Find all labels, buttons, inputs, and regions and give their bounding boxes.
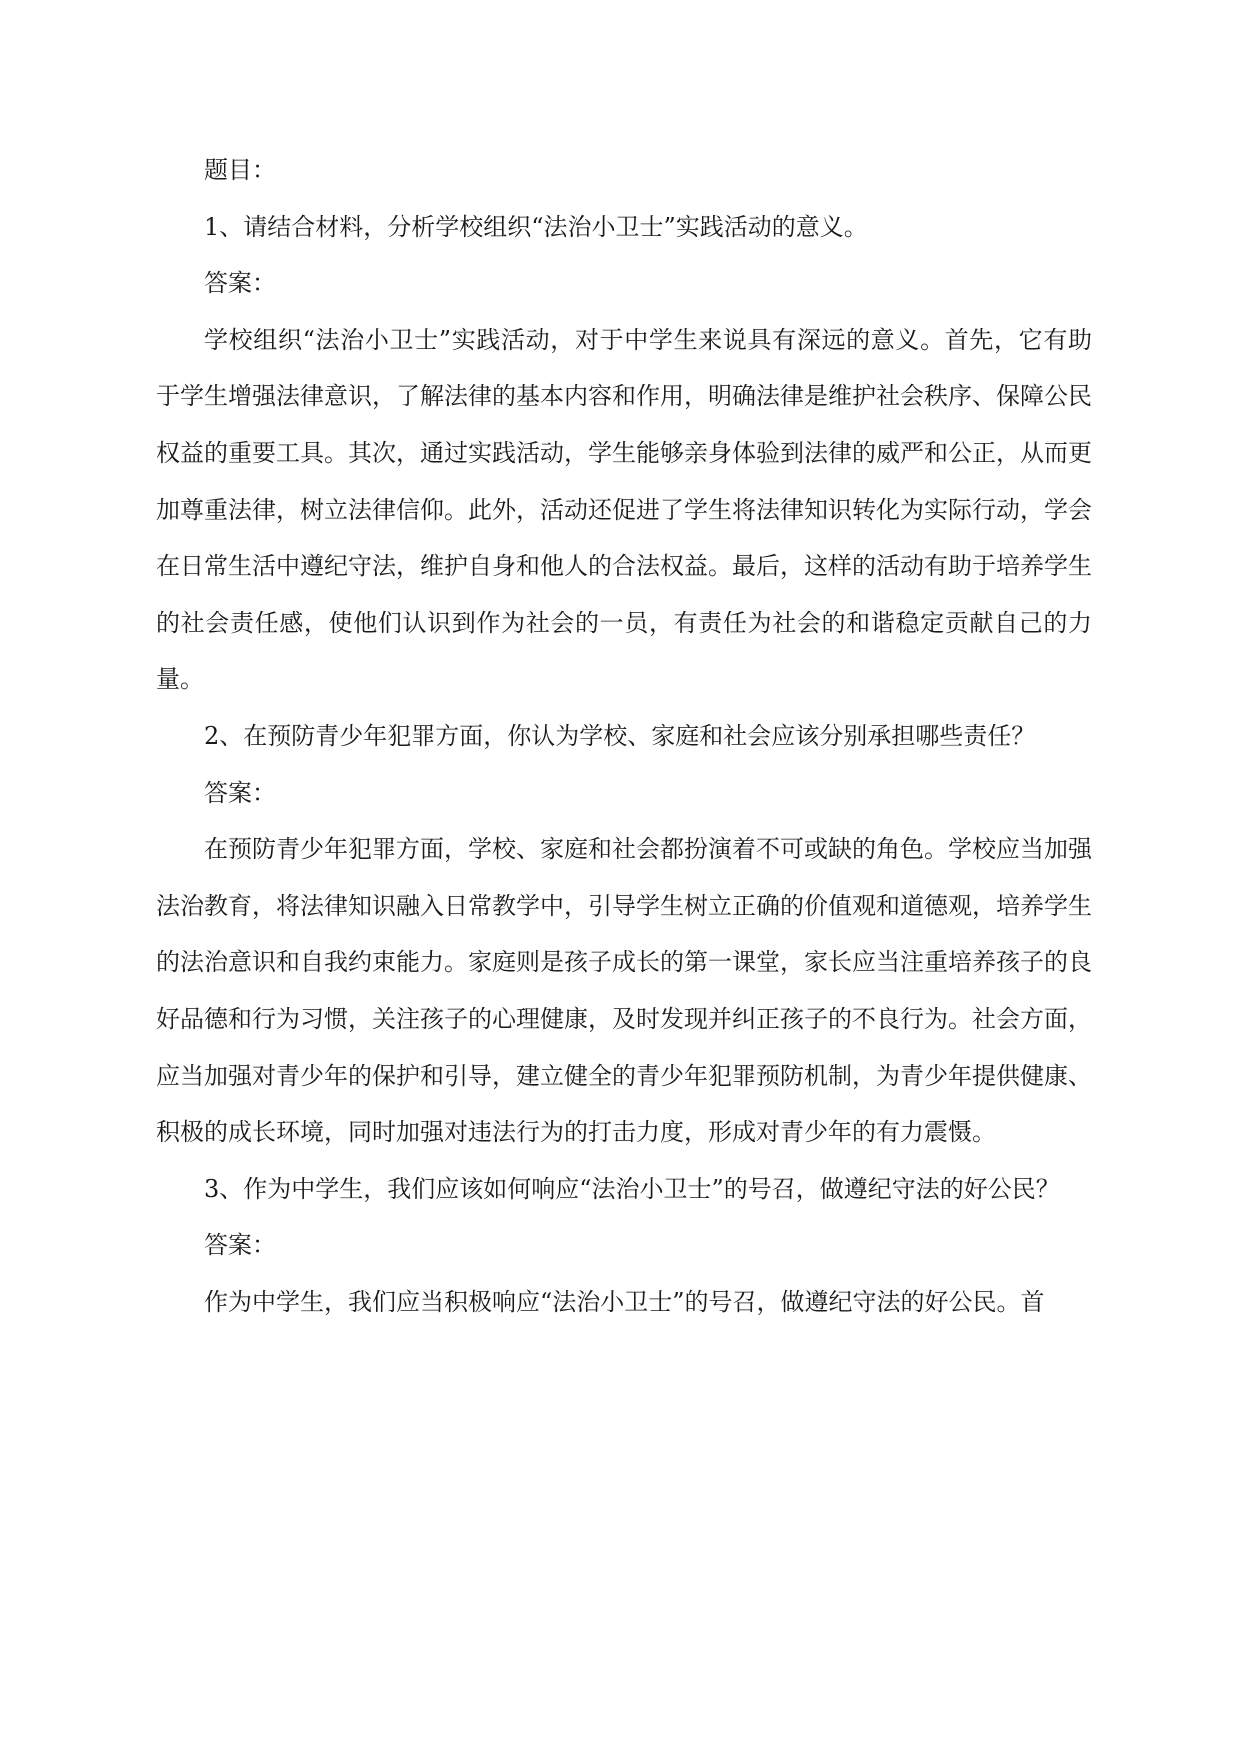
question-3: 3、作为中学生，我们应该如何响应“法治小卫士”的号召，做遵纪守法的好公民？	[204, 1174, 1060, 1203]
document-body	[156, 142, 1092, 1330]
answer-label-3: 答案：	[204, 1231, 276, 1260]
answer-3: 作为中学生，我们应当积极响应“法治小卫士”的号召，做遵纪守法的好公民。首	[204, 1287, 1045, 1316]
answer-1: 学校组织“法治小卫士”实践活动，对于中学生来说具有深远的意义。首先，它有助于学生增强法律意识，了解法律的基本内容和作用，明确法律是维护社会秩序、保障公民权益的重要工具。其次，通过实践活动，学生能够亲身体验到法律的威严和公正，从而更加尊重法律，树立法律信仰。此外，活动还促进了学生将法律知识转化为实际行动，学会在日常生活中遵纪守法，维护自身和他人的合法权益。最后，这样的活动有助于培养学生的社会责任感，使他们认识到作为社会的一员，有责任为社会的和谐稳定贡献自己的力量。	[156, 325, 1092, 694]
answer-label-2: 答案：	[204, 778, 276, 807]
answer-label-1: 答案：	[204, 269, 276, 298]
question-1: 1、请结合材料，分析学校组织“法治小卫士”实践活动的意义。	[204, 212, 868, 241]
answer-2: 在预防青少年犯罪方面，学校、家庭和社会都扮演着不可或缺的角色。学校应当加强法治教育，将法律知识融入日常教学中，引导学生树立正确的价值观和道德观，培养学生的法治意识和自我约束能力。家庭则是孩子成长的第一课堂，家长应当注重培养孩子的良好品德和行为习惯，关注孩子的心理健康，及时发现并纠正孩子的不良行为。社会方面，应当加强对青少年的保护和引导，建立健全的青少年犯罪预防机制，为青少年提供健康、积极的成长环境，同时加强对违法行为的打击力度，形成对青少年的有力震慑。	[156, 835, 1092, 1147]
question-2: 2、在预防青少年犯罪方面，你认为学校、家庭和社会应该分别承担哪些责任？	[204, 721, 1036, 750]
section-heading: 题目：	[204, 156, 276, 184]
